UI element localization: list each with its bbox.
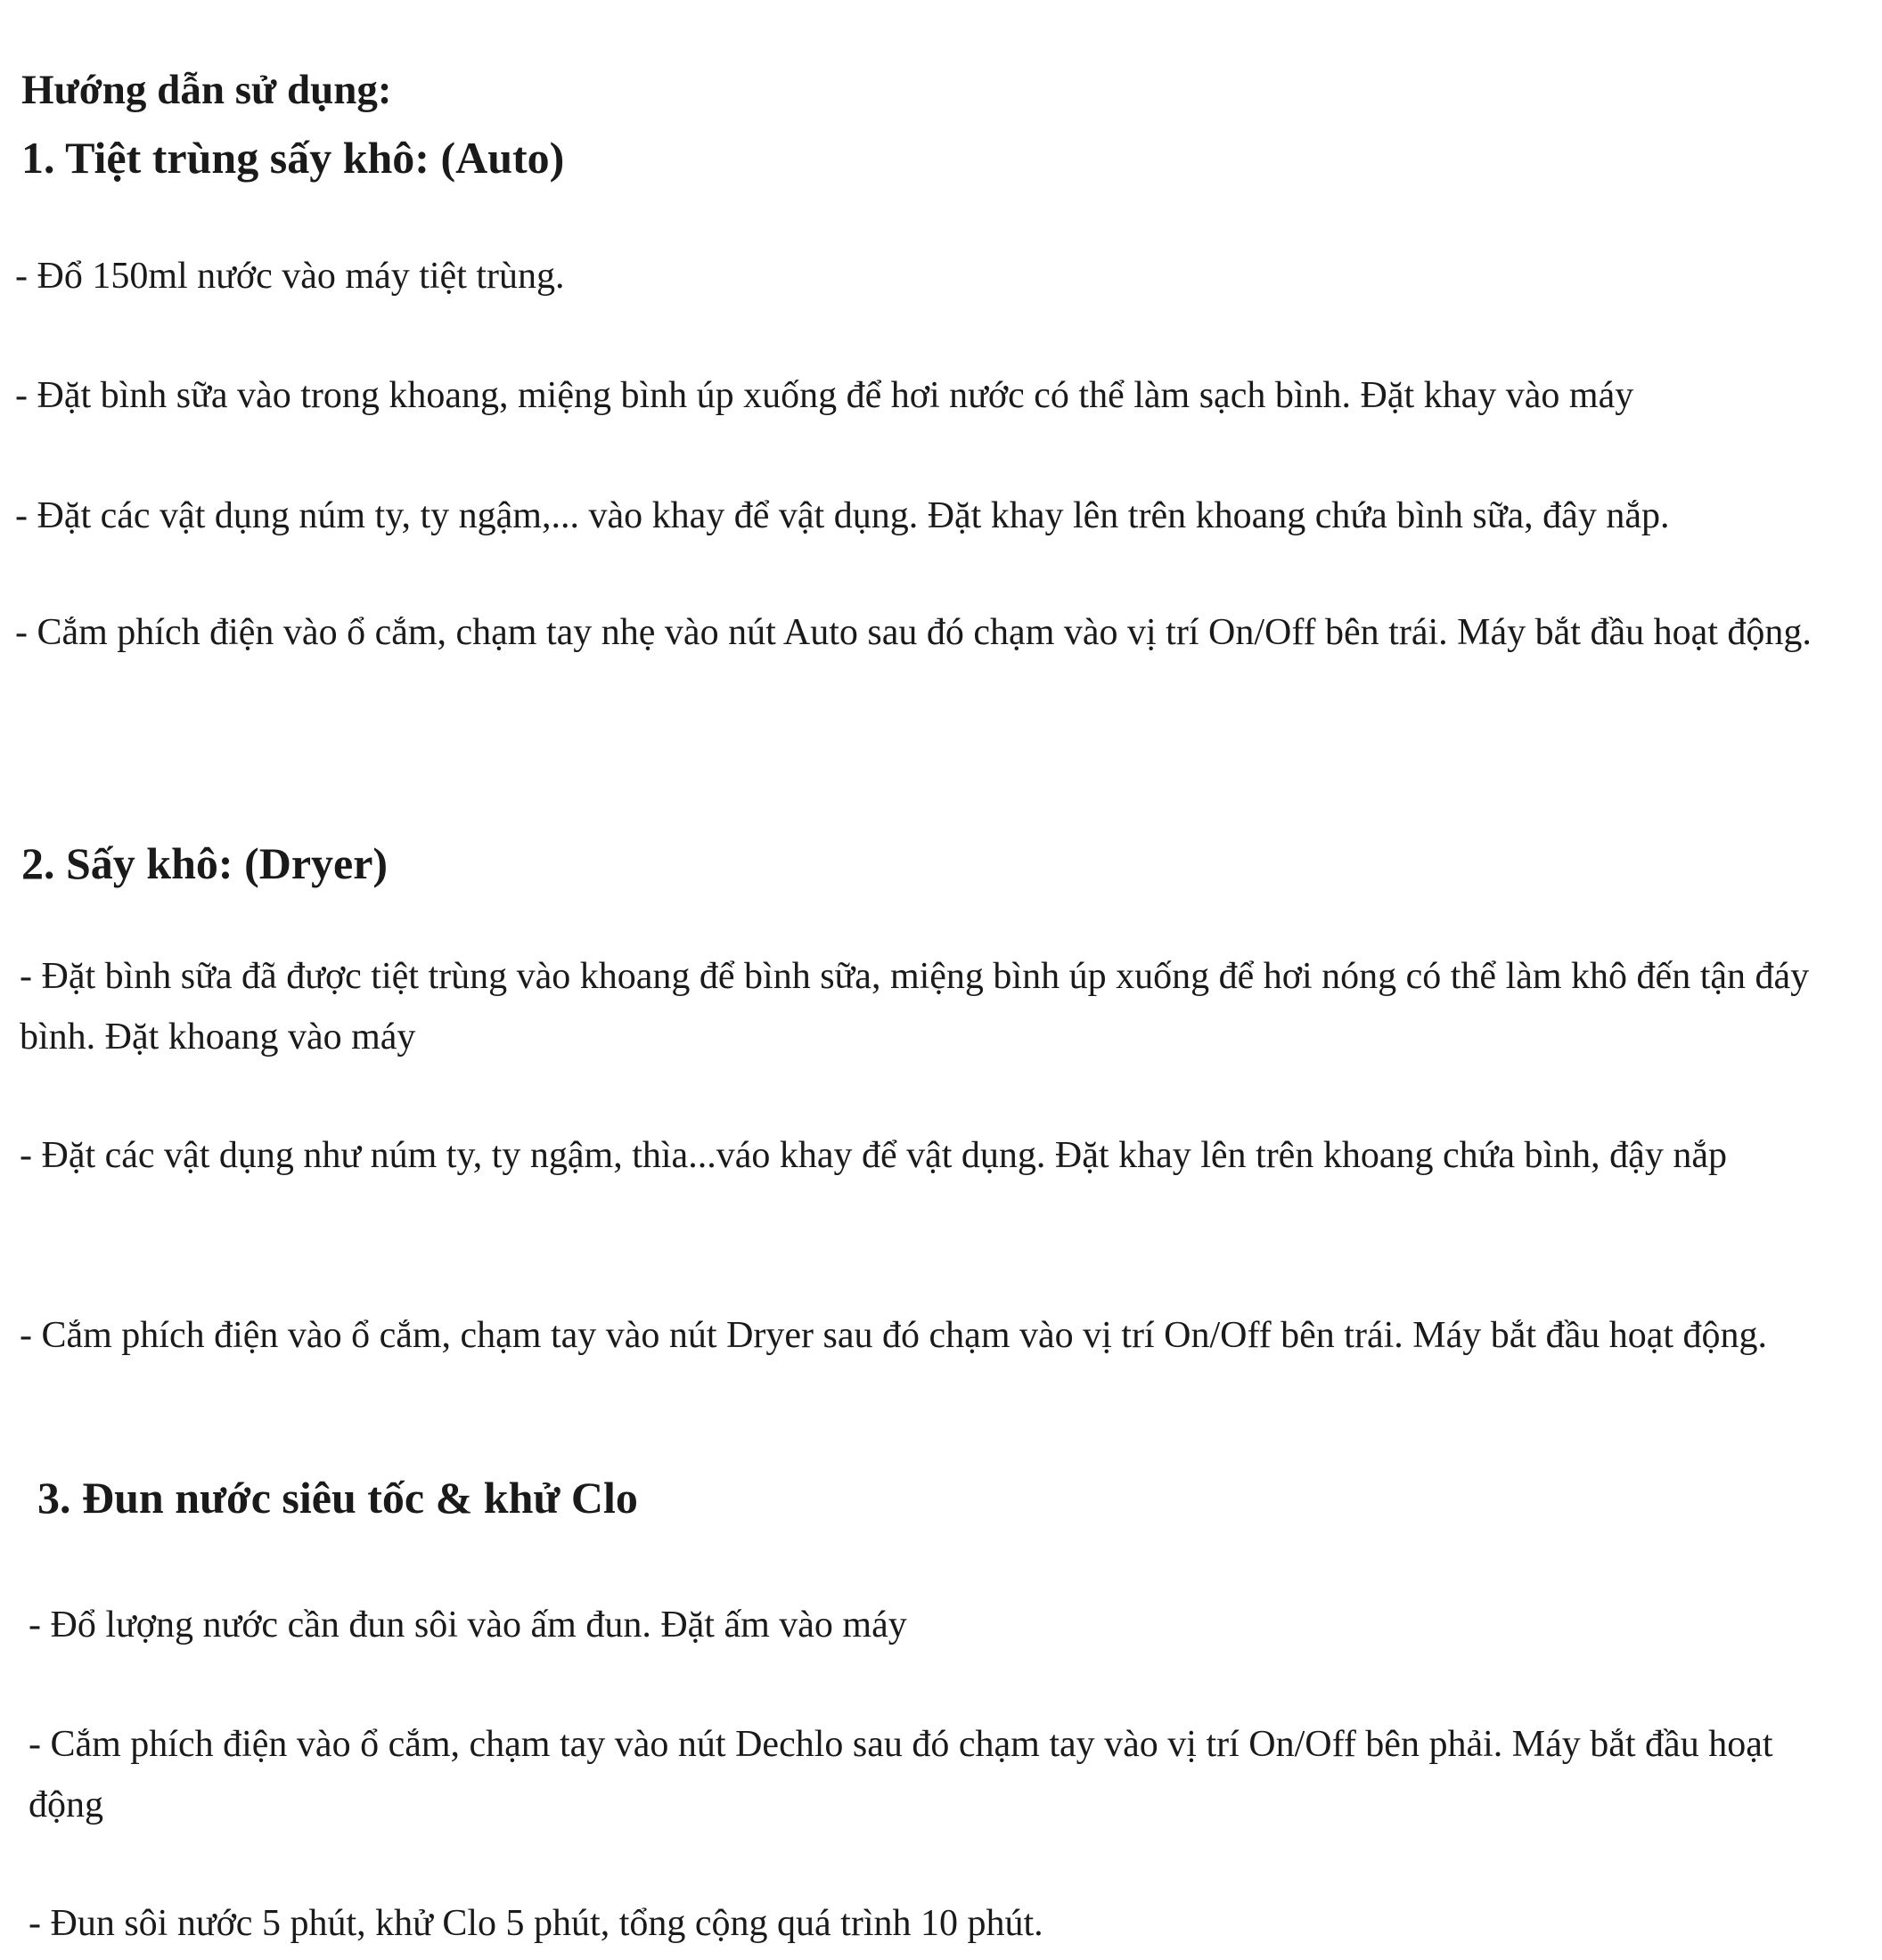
paragraph: - Cắm phích điện vào ổ cắm, chạm tay vào nút Dryer sau đó chạm vào vị trí On/Off bên trái. Máy bắt đầu hoạt động.: [20, 1315, 1768, 1356]
paragraph: - Cắm phích điện vào ổ cắm, chạm tay vào nút Dechlo sau đó chạm tay vào vị trí On/Off bên phải. Máy bắt đầu hoạt động: [29, 1724, 1773, 1825]
section-heading-dechlo: 3. Đun nước siêu tốc & khử Clo: [37, 1473, 638, 1523]
paragraph: - Đổ 150ml nước vào máy tiệt trùng.: [15, 256, 565, 297]
paragraph: - Cắm phích điện vào ổ cắm, chạm tay nhẹ vào nút Auto sau đó chạm vào vị trí On/Off bên trái. Máy bắt đầu hoạt động.: [15, 612, 1812, 653]
paragraph: - Đặt các vật dụng núm ty, ty ngậm,... vào khay để vật dụng. Đặt khay lên trên khoang chứa bình sữa, đây nắp.: [15, 495, 1670, 536]
paragraph: - Đặt bình sữa đã được tiệt trùng vào khoang để bình sữa, miệng bình úp xuống để hơi nóng có thể làm khô đến tận đáy bình. Đặt khoang vào máy: [20, 956, 1810, 1058]
section-heading-dryer: 2. Sấy khô: (Dryer): [21, 838, 389, 888]
intro-heading: Hướng dẫn sử dụng:: [21, 67, 392, 113]
paragraph: - Đun sôi nước 5 phút, khử Clo 5 phút, tổng cộng quá trình 10 phút.: [29, 1903, 1043, 1944]
section-heading-auto: 1. Tiệt trùng sấy khô: (Auto): [21, 133, 565, 183]
paragraph: - Đặt các vật dụng như núm ty, ty ngậm, thìa...váo khay để vật dụng. Đặt khay lên trên khoang chứa bình, đậy nắp: [20, 1135, 1727, 1176]
paragraph: - Đổ lượng nước cần đun sôi vào ấm đun. Đặt ấm vào máy: [29, 1605, 907, 1646]
paragraph: - Đặt bình sữa vào trong khoang, miệng bình úp xuống để hơi nước có thể làm sạch bình. Đặt khay vào máy: [15, 375, 1634, 416]
